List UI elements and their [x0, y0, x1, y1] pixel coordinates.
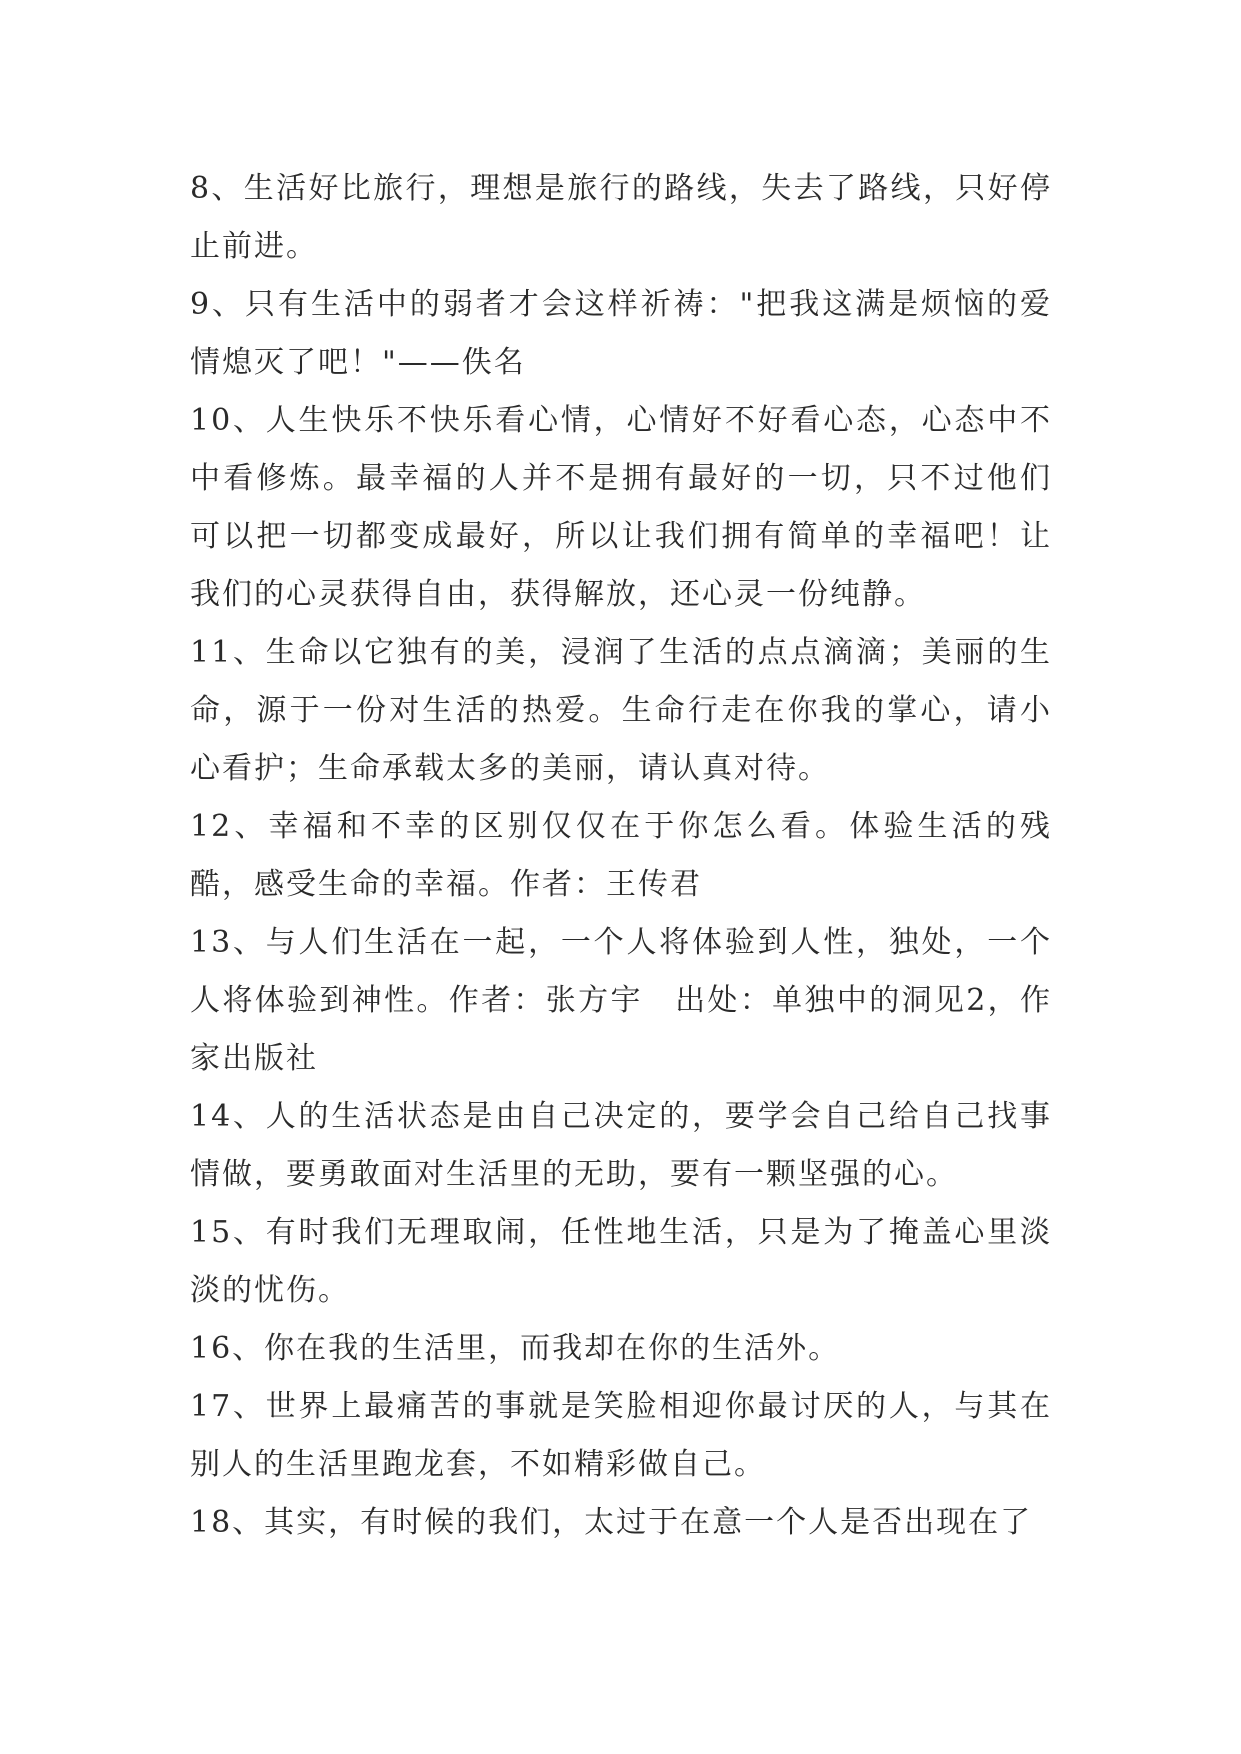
document-body	[190, 160, 1052, 1552]
paragraph-12: 12、幸福和不幸的区别仅仅在于你怎么看。体验生活的残酷，感受生命的幸福。作者：王传君	[190, 809, 1052, 902]
paragraph-10: 10、人生快乐不快乐看心情，心情好不好看心态，心态中不中看修炼。最幸福的人并不是拥有最好的一切，只不过他们可以把一切都变成最好，所以让我们拥有简单的幸福吧！让我们的心灵获得自由，获得解放，还心灵一份纯静。	[190, 403, 1052, 612]
paragraph-17: 17、世界上最痛苦的事就是笑脸相迎你最讨厌的人，与其在别人的生活里跑龙套，不如精彩做自己。	[190, 1389, 1052, 1482]
paragraph-8: 8、生活好比旅行，理想是旅行的路线，失去了路线，只好停止前进。	[190, 171, 1052, 264]
paragraph-14: 14、人的生活状态是由自己决定的，要学会自己给自己找事情做，要勇敢面对生活里的无助，要有一颗坚强的心。	[190, 1099, 1052, 1192]
paragraph-16: 16、你在我的生活里，而我却在你的生活外。	[190, 1331, 841, 1366]
paragraph-15: 15、有时我们无理取闹，任性地生活，只是为了掩盖心里淡淡的忧伤。	[190, 1215, 1052, 1308]
paragraph-11: 11、生命以它独有的美，浸润了生活的点点滴滴；美丽的生命，源于一份对生活的热爱。生命行走在你我的掌心，请小心看护；生命承载太多的美丽，请认真对待。	[190, 635, 1052, 786]
paragraph-18: 18、其实，有时候的我们，太过于在意一个人是否出现在了	[190, 1505, 1033, 1540]
paragraph-13: 13、与人们生活在一起，一个人将体验到人性，独处，一个人将体验到神性。作者：张方宇 出处：单独中的洞见2，作家出版社	[190, 925, 1052, 1076]
paragraph-9: 9、只有生活中的弱者才会这样祈祷："把我这满是烦恼的爱情熄灭了吧！"——佚名	[190, 287, 1052, 380]
